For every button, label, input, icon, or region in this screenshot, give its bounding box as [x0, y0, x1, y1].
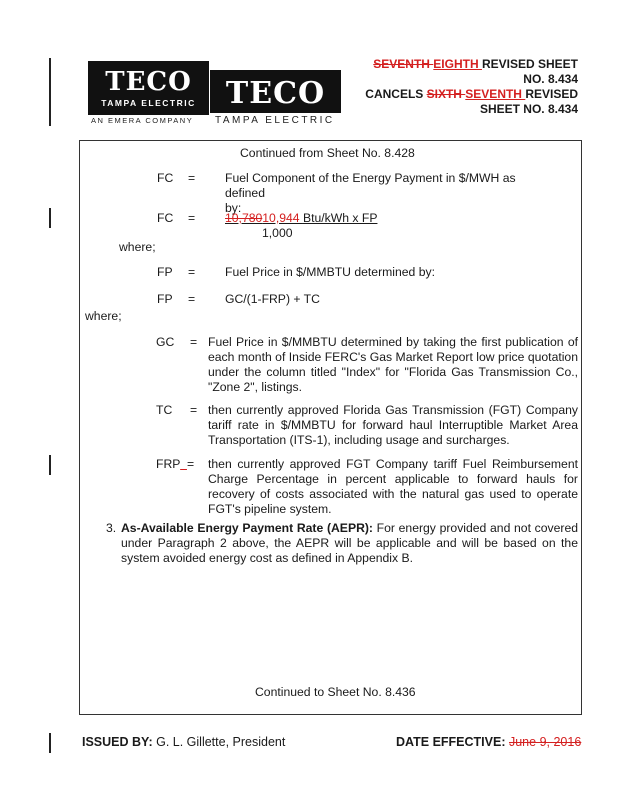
new-revision: SEVENTH — [465, 87, 526, 101]
sheet-number-block — [318, 57, 578, 117]
emera-tagline: AN EMERA COMPANY — [91, 116, 194, 125]
issued-label: ISSUED BY: — [82, 735, 153, 749]
logo-word: TECO — [225, 76, 326, 111]
equals-sign: = — [188, 211, 196, 225]
sheet-line-1 — [318, 57, 578, 72]
frp-definition: then currently approved FGT Company tariff Fuel Reimbursement Charge Percentage in percent applicable to forward hauls for recovery of costs associated with the natural gas used to operate FGT's pipeline system. — [208, 457, 578, 516]
fp-definition: Fuel Price in $/MMBTU determined by: — [225, 265, 435, 279]
struck-revision: SEVENTH — [373, 57, 434, 71]
new-revision: EIGHTH — [433, 57, 482, 71]
gc-term: GC — [156, 335, 175, 349]
definition-line: Fuel Component of the Energy Payment in $/MWH as defined — [225, 171, 516, 200]
aepr-text: For energy provided and not covered under Paragraph 2 above, the AEPR will be applicable and will be based on the system avoided energy cost as defined in Appendix B. — [121, 521, 579, 565]
sheet-line-2: NO. 8.434 — [523, 72, 578, 86]
aepr-heading: As-Available Energy Payment Rate (AEPR): — [121, 521, 373, 535]
logo-subtitle: TAMPA ELECTRIC — [101, 98, 196, 108]
margin-bar — [49, 58, 51, 126]
equals-sign: = — [190, 403, 198, 417]
fp-term: FP — [157, 292, 173, 306]
equals-sign: = — [188, 292, 196, 306]
sheet-label: REVISED — [525, 87, 578, 101]
continued-to: Continued to Sheet No. 8.436 — [255, 685, 416, 699]
effective-label: DATE EFFECTIVE: — [396, 735, 506, 749]
frp-term — [156, 457, 194, 472]
item-number: 3. — [106, 521, 117, 535]
formula-unit: Btu/kWh x FP — [302, 211, 378, 225]
fc-formula-denominator: 1,000 — [262, 226, 293, 240]
issued-value: G. L. Gillette, President — [156, 735, 286, 749]
fc-definition — [225, 171, 555, 216]
equals-sign: = — [188, 171, 196, 185]
margin-bar — [49, 208, 51, 228]
teco-logo-primary — [88, 61, 209, 115]
inserted-blank — [180, 457, 187, 471]
frp-label: FRP — [156, 457, 181, 471]
fp-term: FP — [157, 265, 173, 279]
tc-term: TC — [156, 403, 173, 417]
fc-term: FC — [157, 171, 174, 185]
where-label: where; — [85, 309, 122, 323]
struck-value: 10,780 — [225, 211, 263, 225]
gc-definition: Fuel Price in $/MMBTU determined by taking the first publication of each month of Inside FERC's Gas Market Report low price quotation under the column titled "Index" for "Florida Gas Transmission Co., "Zone 2", listings. — [208, 335, 578, 394]
sheet-line-4: SHEET NO. 8.434 — [479, 102, 578, 116]
logo-word: TECO — [105, 67, 192, 97]
date-effective — [396, 735, 581, 749]
sheet-line-3 — [318, 87, 578, 102]
definition-line: by: — [225, 201, 242, 215]
continued-from: Continued from Sheet No. 8.428 — [240, 146, 415, 160]
equals-sign: = — [188, 265, 196, 279]
margin-bar — [49, 733, 51, 753]
fp-formula: GC/(1-FRP) + TC — [225, 292, 320, 306]
fc-formula-numerator — [225, 211, 377, 226]
margin-bar — [49, 455, 51, 475]
struck-date: June 9, 2016 — [508, 735, 582, 749]
logo-subtitle: TAMPA ELECTRIC — [215, 115, 335, 126]
struck-revision: SIXTH — [426, 87, 466, 101]
tc-definition: then currently approved Florida Gas Transmission (FGT) Company tariff rate in $/MMBTU for forward haul Interruptible Market Area Transportation (ITS-1), including usage and surcharges. — [208, 403, 578, 447]
where-label: where; — [119, 240, 156, 254]
cancels-label: CANCELS — [365, 87, 427, 101]
aepr-paragraph — [121, 521, 578, 566]
sheet-label: REVISED SHEET — [481, 57, 578, 71]
new-value: 10,944 — [262, 211, 303, 225]
issued-by — [82, 735, 285, 749]
equals-sign: = — [186, 457, 195, 471]
equals-sign: = — [190, 335, 198, 349]
fc-term: FC — [157, 211, 174, 225]
